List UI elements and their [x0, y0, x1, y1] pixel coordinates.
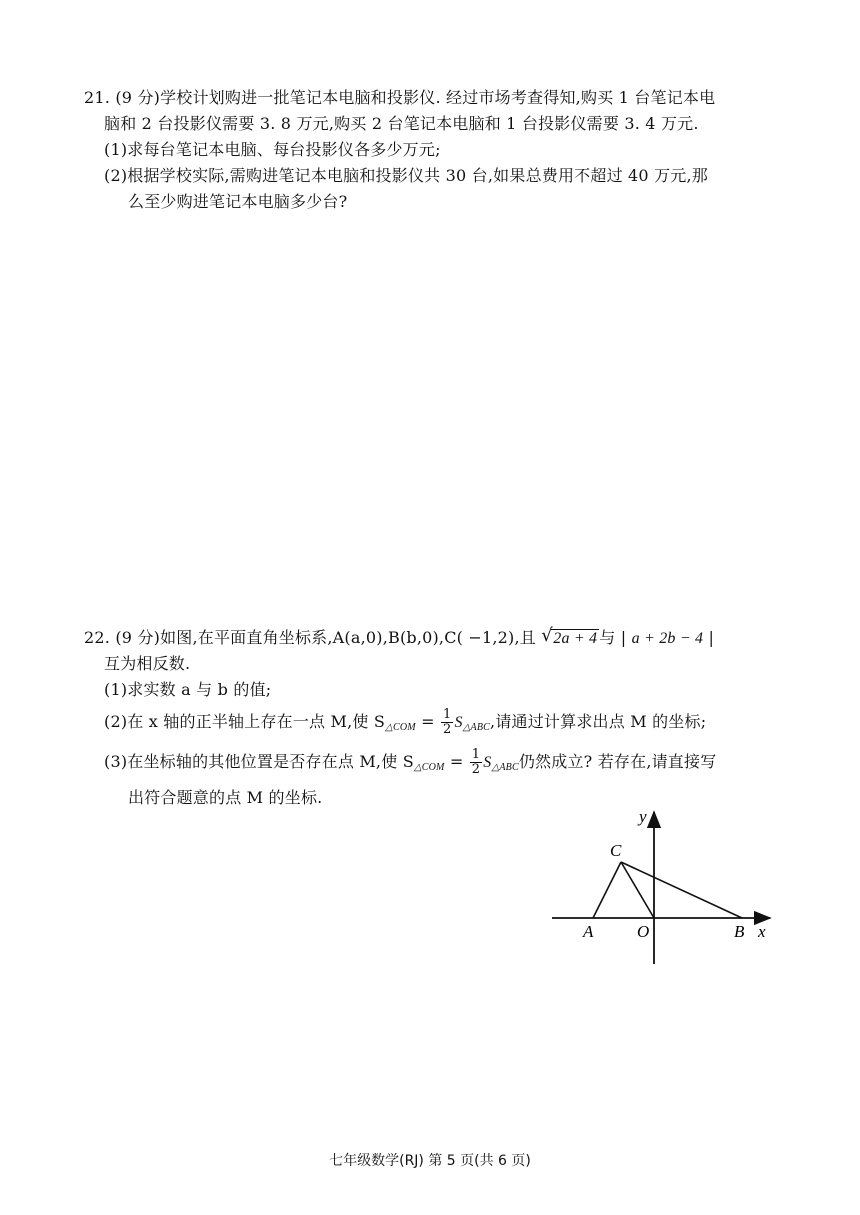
area-com-subscript-2: △COM [413, 762, 445, 773]
fraction-numerator-2: 1 [471, 747, 481, 762]
q22-part3-line2: 出符合题意的点 M 的坐标. [128, 788, 323, 807]
area-s-symbol-2: S [483, 754, 492, 771]
abs-expression: a + 2b − 4 [631, 630, 704, 647]
q22-stem-line1 [84, 626, 714, 651]
q22-part2-suffix: ,请通过计算求出点 M 的坐标; [490, 712, 707, 731]
fraction-one-half [441, 708, 453, 737]
label-x: x [758, 922, 766, 941]
sqrt-expression [541, 626, 599, 651]
coordinate-diagram [548, 804, 788, 974]
page-footer: 七年级数学(RJ) 第 5 页(共 6 页) [329, 1153, 531, 1169]
area-abc-subscript: △ABC [462, 722, 491, 733]
q22-part3-line1 [104, 746, 716, 784]
area-abc-subscript-2: △ABC [491, 762, 519, 773]
q22-part2 [104, 706, 706, 744]
q21-part2-line2: 么至少购进笔记本电脑多少台? [128, 192, 348, 211]
segment-ca [593, 862, 621, 918]
label-b: B [734, 922, 745, 941]
q22-stem-prefix: 22. (9 分)如图,在平面直角坐标系,A(a,0),B(b,0),C( −1,2),且 [84, 628, 542, 647]
q22-stem-mid: 与 | [599, 628, 632, 647]
sqrt-radicand: 2a + 4 [553, 630, 598, 647]
label-a: A [583, 922, 594, 941]
q22-part2-prefix: (2)在 x 轴的正半轴上存在一点 M,使 S [104, 712, 386, 731]
equals-sign-2: = [444, 752, 469, 771]
q21-stem-line2: 脑和 2 台投影仪需要 3. 8 万元,购买 2 台笔记本电脑和 1 台投影仪需要 3. 4 万元. [104, 114, 699, 133]
q22-stem-post: | [703, 628, 715, 647]
equals-sign: = [415, 712, 440, 731]
fraction-numerator: 1 [442, 707, 452, 722]
q22-part3-prefix: (3)在坐标轴的其他位置是否存在点 M,使 S [104, 752, 414, 771]
q22-stem-line2: 互为相反数. [104, 654, 191, 673]
area-com-subscript: △COM [385, 722, 416, 733]
fraction-denominator: 2 [442, 722, 452, 737]
q22-part1: (1)求实数 a 与 b 的值; [104, 680, 272, 699]
sqrt-symbol: √ [541, 625, 553, 646]
q21-part2-line1: (2)根据学校实际,需购进笔记本电脑和投影仪共 30 台,如果总费用不超过 40 万元,那 [104, 166, 708, 185]
label-y: y [639, 807, 647, 826]
fraction-one-half-2 [470, 748, 482, 777]
label-o: O [637, 922, 650, 941]
q22-part3-suffix: 仍然成立? 若存在,请直接写 [518, 752, 717, 771]
segment-cb [621, 862, 742, 918]
fraction-denominator-2: 2 [471, 762, 481, 777]
q21-stem-line1: 21. (9 分)学校计划购进一批笔记本电脑和投影仪. 经过市场考查得知,购买 1 台笔记本电 [84, 88, 716, 107]
q21-part1: (1)求每台笔记本电脑、每台投影仪各多少万元; [104, 140, 441, 159]
label-c: C [610, 841, 622, 860]
area-s-symbol: S [454, 714, 463, 731]
